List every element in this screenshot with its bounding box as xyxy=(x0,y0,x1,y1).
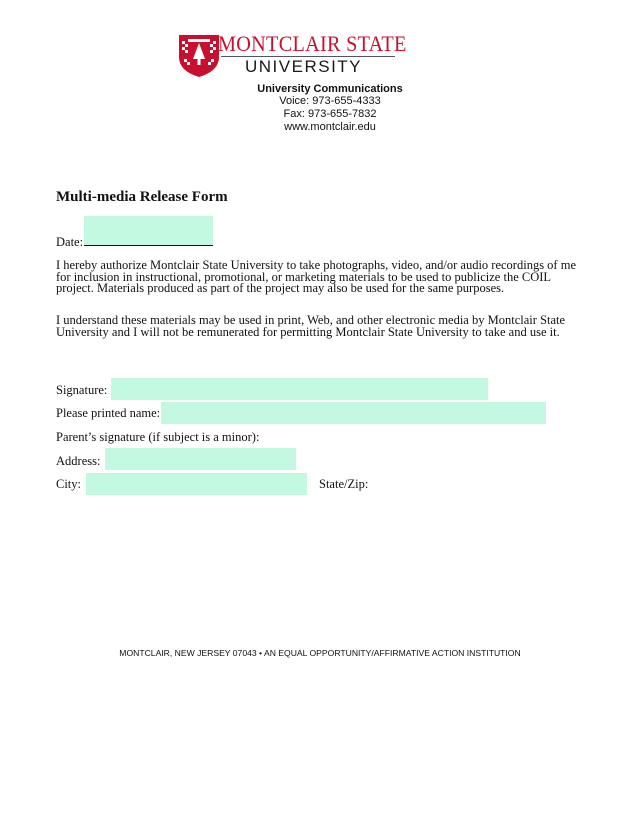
printed-name-label: Please printed name: xyxy=(56,406,161,420)
brand-name: MONTCLAIR STATE xyxy=(218,31,407,56)
usage-paragraph: I understand these materials may be used in print, Web, and other electronic media by Montclair State University and I will not be remunerated for permitting Montclair State University to take and use it. xyxy=(56,313,566,339)
fax-number: Fax: 973-655-7832 xyxy=(283,108,377,120)
university-shield-logo xyxy=(176,33,222,78)
brand-subname: UNIVERSITY xyxy=(245,57,363,76)
department-name: University Communications xyxy=(257,83,403,95)
printed-name-field[interactable] xyxy=(161,402,546,424)
state-zip-label: State/Zip: xyxy=(319,477,369,491)
footer-text: MONTCLAIR, NEW JERSEY 07043 • AN EQUAL OPPORTUNITY/AFFIRMATIVE ACTION INSTITUTION xyxy=(119,648,521,658)
address-field[interactable] xyxy=(105,448,296,470)
city-field[interactable] xyxy=(86,473,307,495)
date-field[interactable] xyxy=(84,216,213,246)
address-label: Address: xyxy=(56,454,101,468)
date-underline xyxy=(84,245,213,246)
signature-label: Signature: xyxy=(56,383,108,397)
website-link[interactable]: www.montclair.edu xyxy=(284,121,376,133)
date-label: Date: xyxy=(56,235,84,249)
authorization-paragraph: I hereby authorize Montclair State University to take photographs, video, and/or audio recordings of me for inclusion in instructional, promotional, or marketing materials to be used to publicize the COIL project. Materials produced as part of the project may also be used for the same purposes. xyxy=(56,258,576,296)
signature-field[interactable] xyxy=(111,378,488,400)
form-title: Multi-media Release Form xyxy=(56,189,228,205)
parent-signature-label: Parent’s signature (if subject is a minor): xyxy=(56,430,260,444)
city-label: City: xyxy=(56,477,82,491)
voice-number: Voice: 973-655-4333 xyxy=(279,95,381,107)
